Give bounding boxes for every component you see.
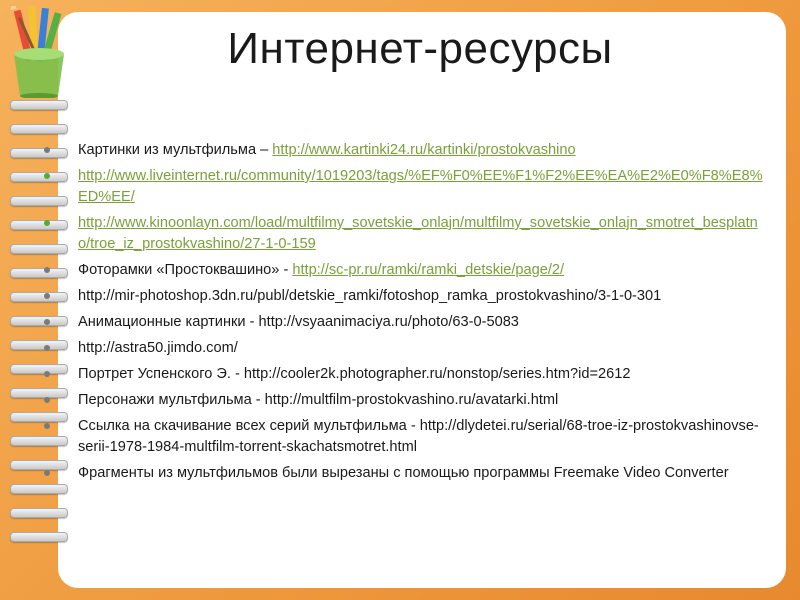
list-item <box>44 213 764 255</box>
bullet <box>44 470 50 476</box>
pencil-cup-icon <box>6 6 72 98</box>
list-item <box>44 286 764 307</box>
resource-link[interactable]: http://www.kinoonlayn.com/load/multfilmy_sovetskie_onlajn/multfilmy_sovetskie_onlajn_smotret_besplatno/troe_iz_prostokvashino/27-1-0-159 <box>78 215 758 252</box>
list-item <box>44 312 764 333</box>
list-item <box>44 140 764 161</box>
item-text: Фрагменты из мультфильмов были вырезаны с помощью программы Freemake Video Converter <box>78 465 729 481</box>
list-item <box>44 260 764 281</box>
item-text: Портрет Успенского Э. - http://cooler2k.photographer.ru/nonstop/series.htm?id=2612 <box>78 366 631 382</box>
item-text: Персонажи мультфильма - http://multfilm-prostokvashino.ru/avatarki.html <box>78 392 559 408</box>
bullet <box>44 319 50 325</box>
list-item <box>44 390 764 411</box>
list-item <box>44 416 764 458</box>
item-text: Картинки из мультфильма – <box>78 142 273 158</box>
list-item <box>44 364 764 385</box>
list-item <box>44 463 764 484</box>
bullet <box>44 173 50 179</box>
resource-list <box>44 140 764 489</box>
bullet <box>44 371 50 377</box>
item-text: Анимационные картинки - http://vsyaanimaciya.ru/photo/63-0-5083 <box>78 314 519 330</box>
item-text: http://astra50.jimdo.com/ <box>78 340 238 356</box>
bullet <box>44 267 50 273</box>
list-item <box>44 166 764 208</box>
bullet <box>44 147 50 153</box>
item-text: Ссылка на скачивание всех серий мультфильма - http://dlydetei.ru/serial/68-troe-iz-prostokvashinovse-serii-1978-1984-multfilm-torrent-skachatsmotret.html <box>78 418 759 455</box>
item-text: http://mir-photoshop.3dn.ru/publ/detskie_ramki/fotoshop_ramka_prostokvashino/3-1-0-301 <box>78 288 662 304</box>
bullet <box>44 220 50 226</box>
item-text: Фоторамки «Простоквашино» - <box>78 262 293 278</box>
bullet <box>44 293 50 299</box>
bullet <box>44 423 50 429</box>
list-item <box>44 338 764 359</box>
bullet <box>44 397 50 403</box>
page-title: Интернет-ресурсы <box>227 24 613 73</box>
resource-link[interactable]: http://sc-pr.ru/ramki/ramki_detskie/page/2/ <box>292 262 565 278</box>
resource-link[interactable]: http://www.kartinki24.ru/kartinki/prostokvashino <box>272 142 576 158</box>
bullet <box>44 345 50 351</box>
resource-link[interactable]: http://www.liveinternet.ru/community/1019203/tags/%EF%F0%EE%F1%F2%EE%EA%E2%E0%F8%E8%ED%EE/ <box>78 168 763 205</box>
